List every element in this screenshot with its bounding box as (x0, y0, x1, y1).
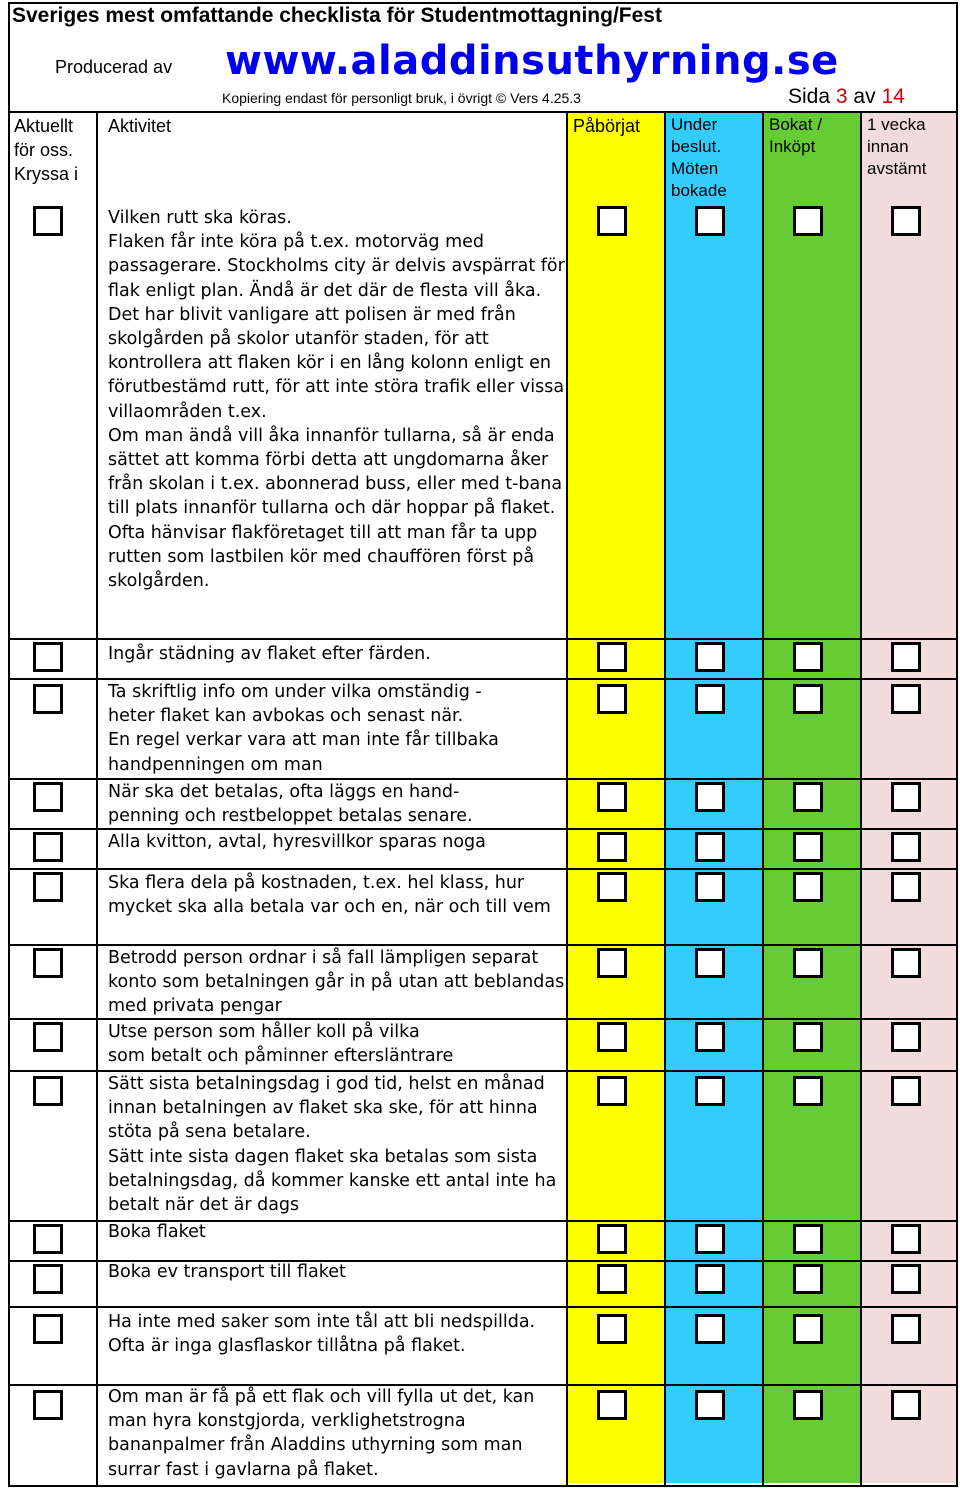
col-header-current: Aktuellt för oss. Kryssa i (14, 116, 79, 184)
booked-checkbox[interactable] (793, 1314, 823, 1344)
current-checkbox[interactable] (33, 642, 63, 672)
started-checkbox[interactable] (597, 1264, 627, 1294)
under-decision-checkbox[interactable] (695, 832, 725, 862)
booked-checkbox[interactable] (793, 782, 823, 812)
booked-checkbox[interactable] (793, 1224, 823, 1254)
website-link[interactable]: www.aladdinsuthyrning.se (225, 38, 839, 84)
under-decision-checkbox[interactable] (695, 782, 725, 812)
page-title: Sveriges mest omfattande checklista för Studentmottagning/Fest (12, 4, 662, 27)
activity-text: Boka flaket (108, 1222, 206, 1242)
page-total: 14 (881, 85, 905, 108)
activity-text: Ska flera dela på kostnaden, t.ex. hel klass, hur mycket ska alla betala var och en, när och till vem (108, 873, 551, 918)
col-header-started: Påbörjat (573, 116, 641, 136)
under-decision-checkbox[interactable] (695, 1224, 725, 1254)
col-header-week-before: 1 vecka innan avstämt (867, 115, 927, 178)
under-decision-checkbox[interactable] (695, 684, 725, 714)
activity-text: När ska det betalas, ofta läggs en hand- penning och restbeloppet betalas senare. (108, 782, 473, 827)
started-checkbox[interactable] (597, 872, 627, 902)
started-checkbox[interactable] (597, 1390, 627, 1420)
current-checkbox[interactable] (33, 1314, 63, 1344)
col-divider-1 (96, 111, 98, 1485)
produced-by-label: Producerad av (55, 57, 173, 77)
started-checkbox[interactable] (597, 642, 627, 672)
under-decision-checkbox[interactable] (695, 642, 725, 672)
week-before-checkbox[interactable] (891, 1314, 921, 1344)
started-checkbox[interactable] (597, 782, 627, 812)
started-checkbox[interactable] (597, 684, 627, 714)
col-divider-4 (762, 111, 764, 1485)
row-divider (8, 868, 956, 870)
booked-checkbox[interactable] (793, 1264, 823, 1294)
started-checkbox[interactable] (597, 948, 627, 978)
current-checkbox[interactable] (33, 872, 63, 902)
row-divider (8, 1306, 956, 1308)
booked-checkbox[interactable] (793, 1390, 823, 1420)
activity-text: Betrodd person ordnar i så fall lämpligen separat konto som betalningen går in på utan att beblandas med privata pengar (108, 948, 565, 1017)
week-before-checkbox[interactable] (891, 206, 921, 236)
activity-text: Vilken rutt ska köras. Flaken får inte köra på t.ex. motorväg med passagerare. Stockholms city är delvis avspärrat för flak enligt plan. Ändå är det där de flesta vill åka. Det har blivit vanligare att polisen är med från skolgården på skolor utanför staden, för att kontrollera att flaken kör i en lång kolonn enligt en förutbestämd rutt, för att inte störa trafik eller vissa villaområden t.ex. Om man ändå vill åka innanför tullarna, så är enda sättet att komma förbi detta att ungdomarna åker från skolan i t.ex. abonnerad buss, eller med t-bana till plats innanför tullarna och där hoppar på flaket. Ofta hänvisar flakföretaget till att man får ta upp rutten som lastbilen kör med chauffören först på skolgården. (108, 208, 565, 592)
under-decision-checkbox[interactable] (695, 206, 725, 236)
week-before-checkbox[interactable] (891, 1264, 921, 1294)
current-checkbox[interactable] (33, 206, 63, 236)
current-checkbox[interactable] (33, 1390, 63, 1420)
week-before-checkbox[interactable] (891, 832, 921, 862)
booked-checkbox[interactable] (793, 872, 823, 902)
page-current: 3 (835, 85, 848, 108)
started-checkbox[interactable] (597, 1224, 627, 1254)
booked-checkbox[interactable] (793, 642, 823, 672)
col-divider-5 (860, 111, 862, 1485)
under-decision-checkbox[interactable] (695, 1264, 725, 1294)
week-before-checkbox[interactable] (891, 1390, 921, 1420)
week-before-checkbox[interactable] (891, 1076, 921, 1106)
activity-text: Boka ev transport till flaket (108, 1262, 346, 1282)
booked-checkbox[interactable] (793, 684, 823, 714)
page-indicator (788, 85, 905, 109)
copyright-notice: Kopiering endast för personligt bruk, i övrigt © Vers 4.25.3 (222, 90, 581, 106)
current-checkbox[interactable] (33, 782, 63, 812)
col-divider-3 (664, 111, 666, 1485)
current-checkbox[interactable] (33, 832, 63, 862)
booked-checkbox[interactable] (793, 1076, 823, 1106)
page-of: av (853, 85, 876, 108)
week-before-checkbox[interactable] (891, 684, 921, 714)
row-divider (8, 638, 956, 640)
under-decision-checkbox[interactable] (695, 1314, 725, 1344)
started-checkbox[interactable] (597, 206, 627, 236)
under-decision-checkbox[interactable] (695, 872, 725, 902)
activity-text: Ingår städning av flaket efter färden. (108, 644, 431, 664)
activity-text: Alla kvitton, avtal, hyresvillkor sparas noga (108, 832, 486, 852)
col-header-activity: Aktivitet (108, 116, 172, 136)
week-before-checkbox[interactable] (891, 948, 921, 978)
started-checkbox[interactable] (597, 1076, 627, 1106)
current-checkbox[interactable] (33, 1076, 63, 1106)
activity-text: Utse person som håller koll på vilka som betalt och påminner eftersläntrare (108, 1022, 454, 1067)
week-before-checkbox[interactable] (891, 642, 921, 672)
current-checkbox[interactable] (33, 1022, 63, 1052)
booked-checkbox[interactable] (793, 206, 823, 236)
col-divider-2 (566, 111, 568, 1485)
under-decision-checkbox[interactable] (695, 1022, 725, 1052)
week-before-checkbox[interactable] (891, 1224, 921, 1254)
under-decision-checkbox[interactable] (695, 1076, 725, 1106)
current-checkbox[interactable] (33, 1224, 63, 1254)
started-checkbox[interactable] (597, 1314, 627, 1344)
week-before-checkbox[interactable] (891, 872, 921, 902)
week-before-checkbox[interactable] (891, 1022, 921, 1052)
started-checkbox[interactable] (597, 1022, 627, 1052)
activity-text: Ha inte med saker som inte tål att bli nedspillda. Ofta är inga glasflaskor tillåtna på flaket. (108, 1312, 536, 1357)
started-checkbox[interactable] (597, 832, 627, 862)
col-header-under-decision: Under beslut. Möten bokade (671, 115, 727, 200)
current-checkbox[interactable] (33, 684, 63, 714)
current-checkbox[interactable] (33, 948, 63, 978)
activity-text: Ta skriftlig info om under vilka omständig - heter flaket kan avbokas och senast när. En regel verkar vara att man inte får tillbaka handpenningen om man (108, 682, 499, 775)
page-word: Sida (788, 85, 831, 108)
current-checkbox[interactable] (33, 1264, 63, 1294)
header-divider (8, 111, 956, 113)
activity-text: Om man är få på ett flak och vill fylla ut det, kan man hyra konstgjorda, verklighetstrogna bananpalmer från Aladdins uthyrning som man surrar fast i gavlarna på flaket. (108, 1387, 535, 1480)
booked-checkbox[interactable] (793, 832, 823, 862)
under-decision-checkbox[interactable] (695, 1390, 725, 1420)
booked-checkbox[interactable] (793, 948, 823, 978)
col-header-booked: Bokat / Inköpt (769, 115, 822, 156)
under-decision-checkbox[interactable] (695, 948, 725, 978)
week-before-checkbox[interactable] (891, 782, 921, 812)
booked-checkbox[interactable] (793, 1022, 823, 1052)
activity-text: Sätt sista betalningsdag i god tid, helst en månad innan betalningen av flaket ska ske, för att hinna stöta på sena betalare. Sätt inte sista dagen flaket ska betalas som sista betalningsdag, då kommer kanske ett antal inte ha betalt när det är dags (108, 1074, 557, 1216)
